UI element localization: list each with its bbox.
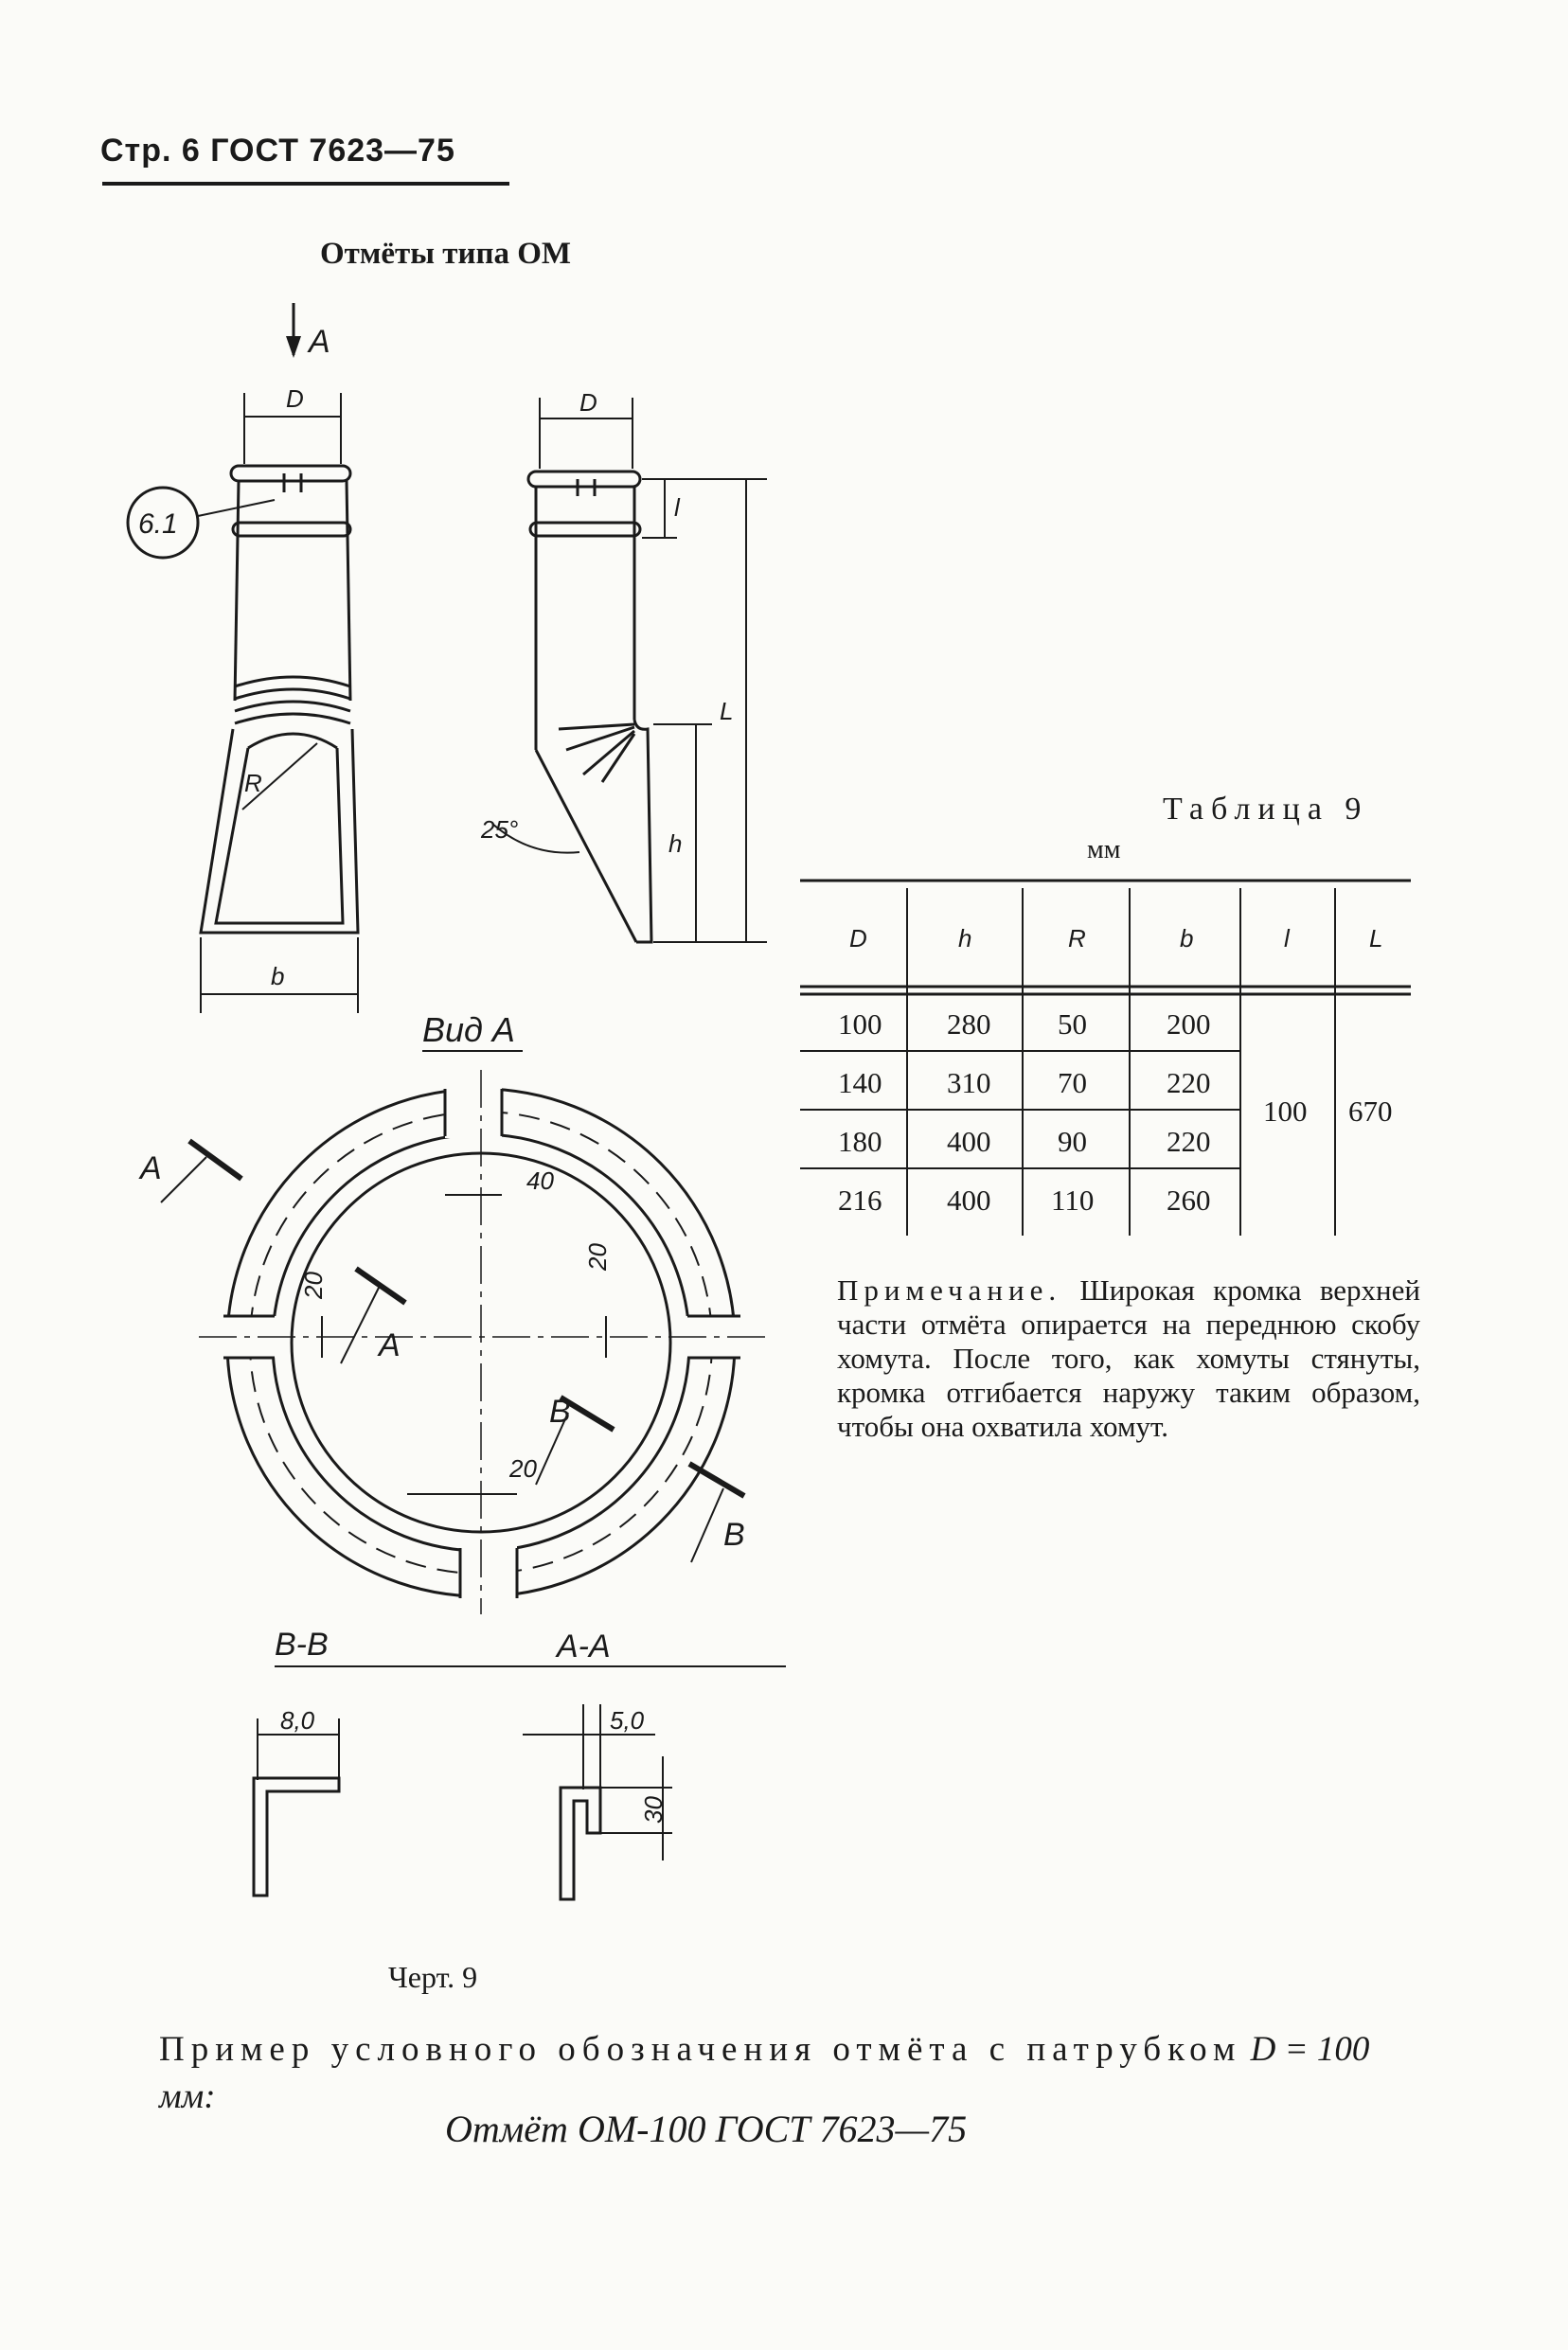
- length-label: L: [720, 697, 734, 725]
- table-cell: 400: [947, 1125, 991, 1158]
- sections: [254, 1627, 786, 1899]
- table-cell: 50: [1058, 1007, 1087, 1041]
- table-caption: Таблица 9: [1163, 792, 1369, 827]
- dim-8-label: 8,0: [280, 1706, 315, 1735]
- view-arrow-label: A: [309, 324, 330, 360]
- table-note: [837, 1273, 1420, 1444]
- section-aa-title: А-А: [557, 1629, 611, 1665]
- table-cell: 400: [947, 1184, 991, 1217]
- view-a-ring: [138, 1010, 767, 1614]
- table-cell: 140: [838, 1066, 882, 1099]
- table-header-b: b: [1180, 924, 1194, 952]
- table-cell: 100: [838, 1007, 882, 1041]
- dim-5-label: 5,0: [610, 1706, 645, 1735]
- side-small-l-label: l: [674, 493, 680, 522]
- table-header-d: D: [849, 924, 867, 952]
- arrow-down-icon: [286, 336, 301, 358]
- dim-20-left-label: 20: [299, 1272, 328, 1299]
- figure-caption: Черт. 9: [388, 1960, 478, 1994]
- figure-title: Отмёты типа ОМ: [320, 237, 572, 271]
- table-cell: 90: [1058, 1125, 1087, 1158]
- table-unit: мм: [1087, 835, 1121, 864]
- table-cell: 110: [1051, 1184, 1095, 1217]
- table-shared-l: 100: [1263, 1095, 1308, 1128]
- angle-label: 25°: [481, 815, 519, 844]
- table-cell: 200: [1167, 1007, 1211, 1041]
- table-9: [800, 881, 1411, 1236]
- table-cell: 310: [947, 1066, 991, 1099]
- table-header-L: L: [1369, 924, 1383, 952]
- note-text: Широкая кромка верхней части отмёта опирается на переднюю скобу хомута. После того, как хомуты стянуты, кромка отгибается наружу таким образом, чтобы она охватила хомут.: [837, 1273, 1420, 1443]
- example-text: Пример условного обозначения отмёта с патрубком: [159, 2030, 1242, 2069]
- width-label: b: [271, 962, 285, 990]
- table-shared-L: 670: [1348, 1095, 1393, 1128]
- table-header-h: h: [958, 924, 972, 952]
- side-view: [480, 388, 767, 942]
- designation: Отмёт ОМ-100 ГОСТ 7623—75: [445, 2108, 968, 2150]
- note-label: Примечание.: [837, 1273, 1062, 1307]
- section-a-outer-label: A: [140, 1150, 162, 1186]
- page-header: Стр. 6 ГОСТ 7623—75: [100, 133, 455, 169]
- section-a-inner-label: A: [379, 1327, 401, 1363]
- side-diameter-label: D: [579, 388, 597, 417]
- example-parameter: D = 100 мм:: [159, 2030, 1370, 2116]
- front-view: [128, 303, 358, 1013]
- table-cell: 280: [947, 1007, 991, 1041]
- section-b-outer-label: B: [723, 1517, 745, 1553]
- table-header-r: R: [1068, 924, 1086, 952]
- height-label: h: [668, 829, 683, 858]
- table-cell: 220: [1167, 1125, 1211, 1158]
- table-cell: 180: [838, 1125, 882, 1158]
- dim-40-label: 40: [526, 1166, 554, 1195]
- dim-20-right-label: 20: [583, 1243, 612, 1271]
- dim-30-label: 30: [639, 1796, 668, 1824]
- table-header-l: l: [1284, 924, 1290, 952]
- table-cell: 70: [1058, 1066, 1087, 1099]
- view-title: Вид А: [422, 1010, 515, 1049]
- section-b-inner-label: B: [549, 1394, 571, 1430]
- table-cell: 220: [1167, 1066, 1211, 1099]
- dim-20-bottom-label: 20: [509, 1454, 537, 1483]
- section-bb-title: В-В: [275, 1627, 329, 1663]
- table-cell: 260: [1167, 1184, 1211, 1217]
- radius-label: R: [244, 769, 262, 797]
- table-cell: 216: [838, 1184, 882, 1217]
- front-diameter-label: D: [286, 384, 304, 413]
- callout-label: 6.1: [138, 508, 178, 540]
